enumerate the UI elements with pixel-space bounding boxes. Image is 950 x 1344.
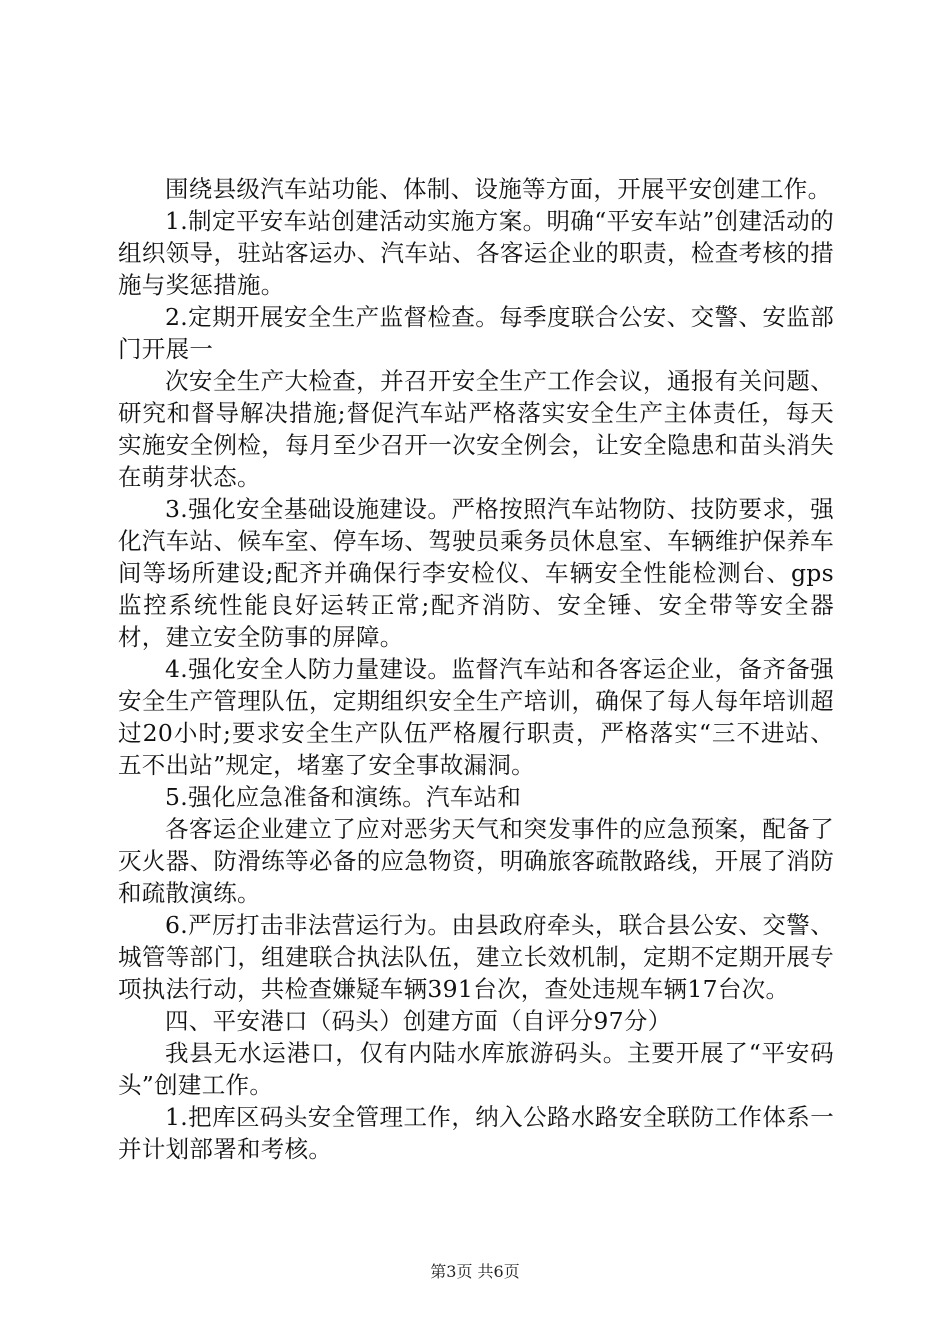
paragraph-intro: 围绕县级汽车站功能、体制、设施等方面，开展平安创建工作。 [165, 175, 832, 203]
paragraph-port-item-1: 1.把库区码头安全管理工作，纳入公路水路安全联防工作体系一并计划部署和考核。 [118, 1103, 834, 1163]
paragraph-item-3: 3.强化安全基础设施建设。严格按照汽车站物防、技防要求，强化汽车站、候车室、停车场、驾驶员乘务员休息室、车辆维护保养车间等场所建设;配齐并确保行李安检仪、车辆安全性能检测台、gps监控系统性能良好运转正常;配齐消防、安全锤、安全带等安全器材，建立安全防事的屏障。 [118, 495, 834, 651]
paragraph-item-5-continued: 各客运企业建立了应对恶劣天气和突发事件的应急预案，配备了灭火器、防滑练等必备的应急物资，明确旅客疏散路线，开展了消防和疏散演练。 [118, 815, 834, 907]
section-heading-port: 四、平安港口（码头）创建方面（自评分97分） [165, 1007, 672, 1035]
paragraph-item-2-continued: 次安全生产大检查，并召开安全生产工作会议，通报有关问题、研究和督导解决措施;督促汽车站严格落实安全生产主体责任，每天实施安全例检，每月至少召开一次安全例会，让安全隐患和苗头消失在萌芽状态。 [118, 367, 834, 491]
paragraph-item-5: 5.强化应急准备和演练。汽车站和 [165, 783, 522, 811]
paragraph-item-4: 4.强化安全人防力量建设。监督汽车站和各客运企业，备齐备强安全生产管理队伍，定期组织安全生产培训，确保了每人每年培训超过20小时;要求安全生产队伍严格履行职责，严格落实“三不进站、五不出站”规定，堵塞了安全事故漏洞。 [118, 655, 834, 779]
paragraph-port-intro: 我县无水运港口，仅有内陆水库旅游码头。主要开展了“平安码头”创建工作。 [118, 1039, 834, 1099]
paragraph-item-2: 2.定期开展安全生产监督检查。每季度联合公安、交警、安监部门开展一 [118, 303, 834, 363]
page-number-footer: 第3页 共6页 [430, 1262, 520, 1281]
paragraph-item-1: 1.制定平安车站创建活动实施方案。明确“平安车站”创建活动的组织领导，驻站客运办、汽车站、各客运企业的职责，检查考核的措施与奖惩措施。 [118, 207, 834, 299]
document-body [118, 173, 834, 1165]
paragraph-item-6: 6.严厉打击非法营运行为。由县政府牵头，联合县公安、交警、城管等部门，组建联合执法队伍，建立长效机制，定期不定期开展专项执法行动，共检查嫌疑车辆391台次，查处违规车辆17台次。 [118, 911, 834, 1003]
